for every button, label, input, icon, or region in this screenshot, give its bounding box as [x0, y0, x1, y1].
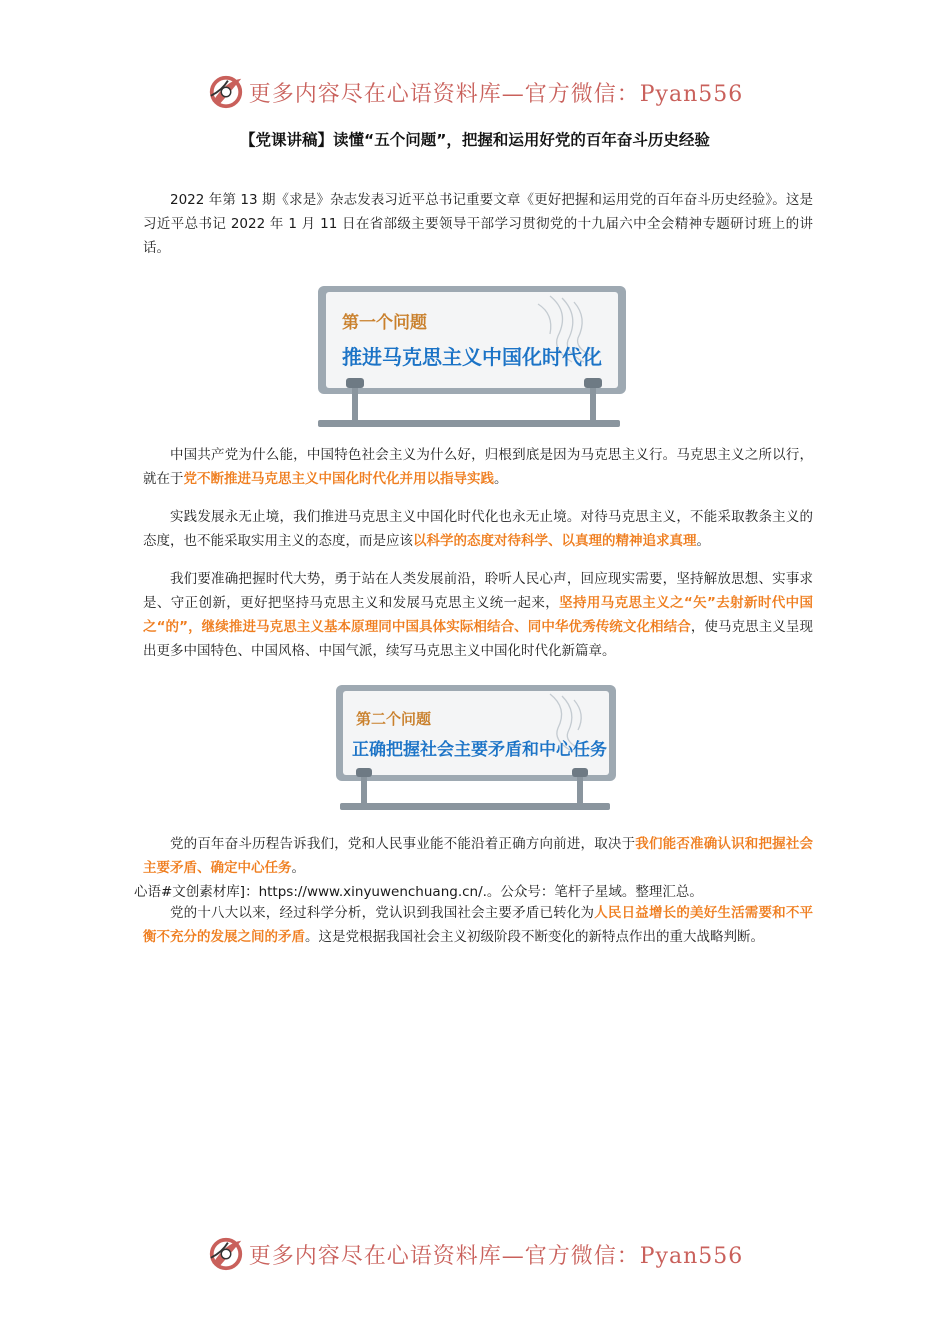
highlight-text: 人民日益增长的美好生活需要和不平衡不充分的发展之间的矛盾	[143, 905, 814, 945]
paragraph-5: 党的百年奋斗历程告诉我们，党和人民事业能不能沿着正确方向前进，取决于我们能否准确认识和把握社会主要矛盾、确定中心任务。	[143, 836, 813, 876]
brand-banner-top	[0, 70, 950, 114]
brand-logo-icon	[207, 1235, 245, 1273]
article-title: 【党课讲稿】读懂“五个问题”，把握和运用好党的百年奋斗历史经验	[240, 131, 710, 149]
brand-banner-bottom	[0, 1232, 950, 1276]
board1-heading: 推进马克思主义中国化时代化	[342, 345, 602, 369]
highlight-text: 党不断推进马克思主义中国化时代化并用以指导实践	[183, 471, 494, 487]
board2-label: 第二个问题	[356, 710, 432, 728]
paragraph-3: 实践发展永无止境，我们推进马克思主义中国化时代化也永无止境。对待马克思主义，不能采取教条主义的态度，也不能采取实用主义的态度，而是应该以科学的态度对待科学、以真理的精神追求真理。	[143, 509, 813, 549]
brand-text: 更多内容尽在心语资料库—官方微信：Pyan556	[248, 1243, 744, 1269]
section-board-1	[312, 282, 634, 430]
board1-label: 第一个问题	[342, 313, 427, 333]
highlight-text: 我们能否准确认识和把握社会主要矛盾、确定中心任务	[143, 836, 813, 876]
source-note: 心语#文创素材库]：https://www.xinyuwenchuang.cn/.。公众号：笔杆子星域。整理汇总。	[134, 884, 703, 900]
paragraph-intro: 2022 年第 13 期《求是》杂志发表习近平总书记重要文章《更好把握和运用党的百年奋斗历史经验》。这是习近平总书记 2022 年 1 月 11 日在省部级主要领导干部学习贯彻党的十九届六中全会精神专题研讨班上的讲话。	[143, 192, 813, 256]
highlight-text: 坚持用马克思主义之“矢”去射新时代中国之“的”，继续推进马克思主义基本原理同中国具体实际相结合、同中华优秀传统文化相结合	[143, 595, 813, 635]
section-board-2	[332, 682, 622, 814]
brand-text: 更多内容尽在心语资料库—官方微信：Pyan556	[248, 81, 744, 107]
paragraph-2: 中国共产党为什么能，中国特色社会主义为什么好，归根到底是因为马克思主义行。马克思主义之所以行，就在于党不断推进马克思主义中国化时代化并用以指导实践。	[143, 447, 813, 487]
paragraph-6: 党的十八大以来，经过科学分析，党认识到我国社会主要矛盾已转化为人民日益增长的美好生活需要和不平衡不充分的发展之间的矛盾。这是党根据我国社会主义初级阶段不断变化的新特点作出的重大战略判断。	[143, 905, 814, 945]
brand-logo-icon	[207, 73, 245, 111]
paragraph-4: 我们要准确把握时代大势，勇于站在人类发展前沿，聆听人民心声，回应现实需要，坚持解放思想、实事求是、守正创新，更好把坚持马克思主义和发展马克思主义统一起来，坚持用马克思主义之“矢”去射新时代中国之“的”，继续推进马克思主义基本原理同中国具体实际相结合、同中华优秀传统文化相结合，使马克思主义呈现出更多中国特色、中国风格、中国气派，续写马克思主义中国化时代化新篇章。	[143, 571, 814, 659]
highlight-text: 以科学的态度对待科学、以真理的精神追求真理	[413, 533, 697, 549]
board2-heading: 正确把握社会主要矛盾和中心任务	[352, 740, 607, 760]
